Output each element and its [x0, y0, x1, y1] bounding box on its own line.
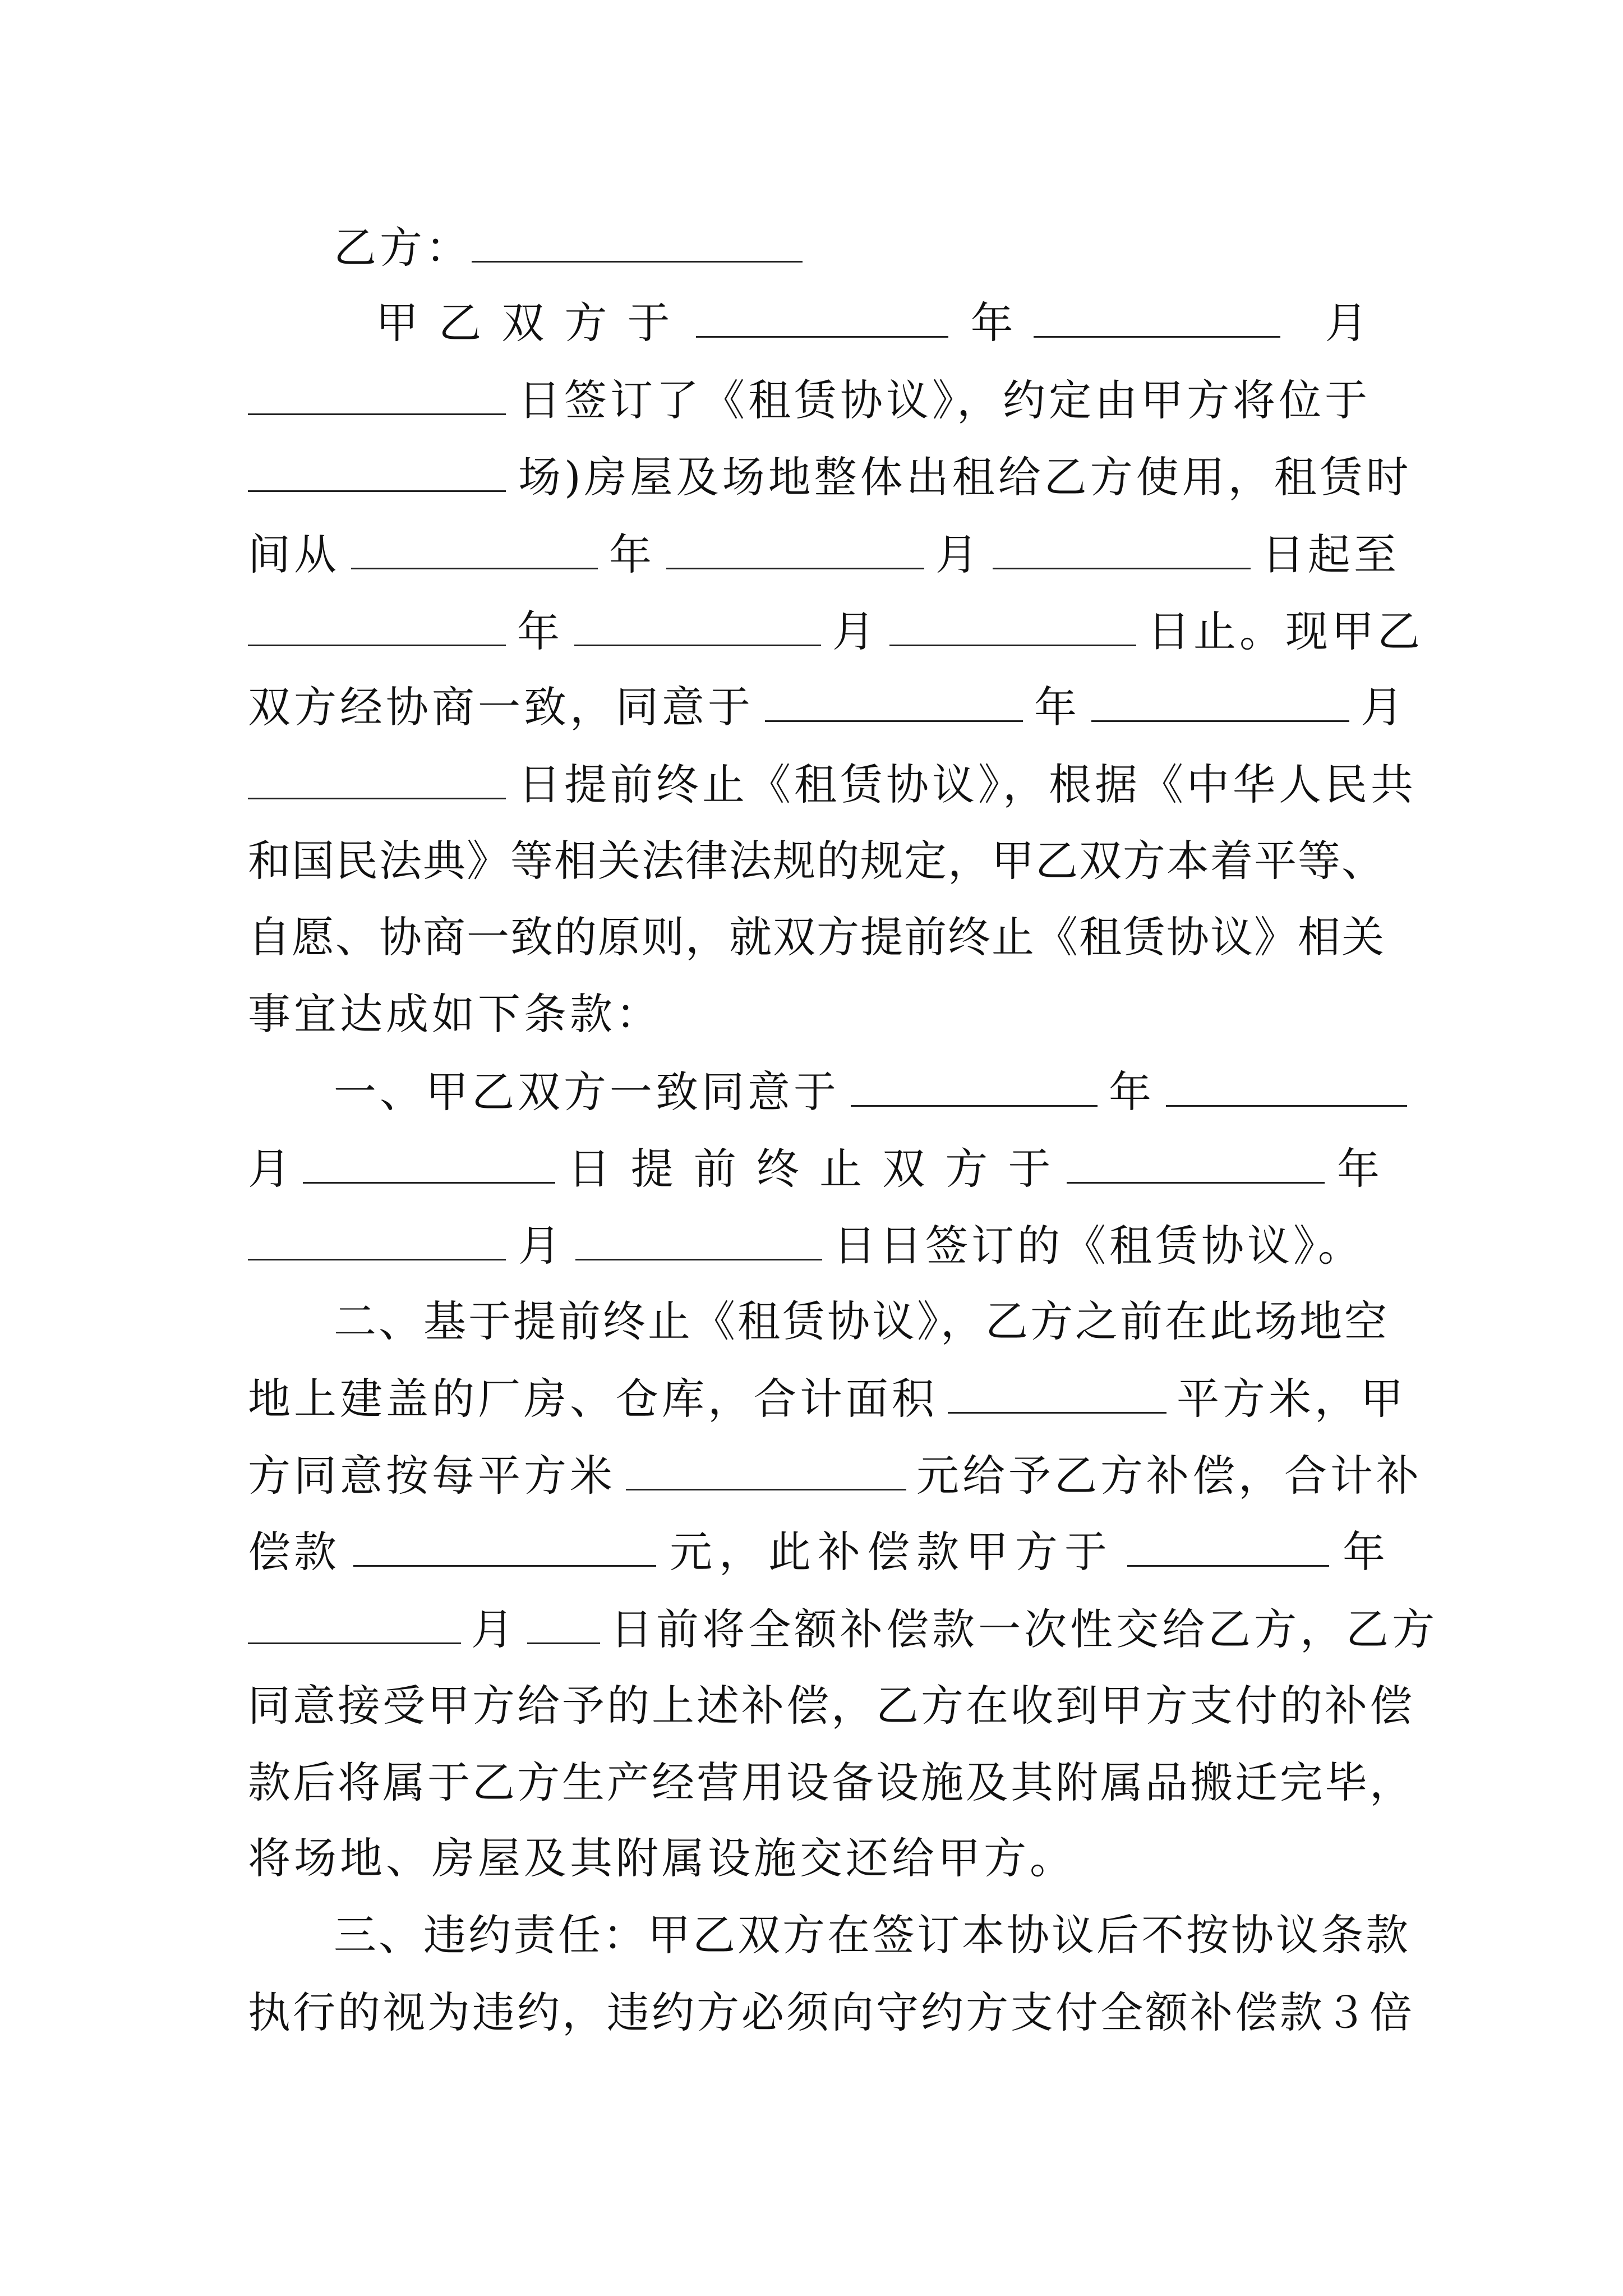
- year-blank[interactable]: [696, 301, 948, 338]
- clause-1-line-2: [248, 1144, 1380, 1194]
- text-segment: 月: [518, 1221, 564, 1271]
- text-segment: 年: [1109, 1067, 1155, 1117]
- text-segment: 年: [970, 298, 1017, 348]
- text-segment: 执行的视为违约，违约方必须向守约方支付全额补偿款３倍: [248, 1987, 1414, 2037]
- clause-2-line-8: [248, 1833, 1076, 1883]
- text-segment: 月: [935, 530, 981, 579]
- clause-2-line-7: [248, 1757, 1414, 1807]
- clause-2-line-1: [334, 1296, 1389, 1346]
- clause1-signed-month-blank[interactable]: [248, 1224, 506, 1260]
- clause-2-line-6: [248, 1681, 1414, 1731]
- text-segment: 款后将属于乙方生产经营用设备设施及其附属品搬迁完毕，: [248, 1757, 1414, 1807]
- text-segment: 场)房屋及场地整体出租给乙方使用，租赁时: [518, 452, 1412, 502]
- paragraph-1-line-10: [248, 989, 662, 1039]
- paragraph-1-line-9: [248, 912, 1385, 962]
- text-segment: 年: [1034, 682, 1080, 732]
- text-segment: 年: [1343, 1527, 1389, 1577]
- paragraph-1-line-4: [248, 530, 1400, 579]
- text-segment: 年: [609, 530, 655, 579]
- party-b-blank[interactable]: [472, 226, 803, 263]
- text-segment: 双方经协商一致，同意于: [248, 682, 754, 732]
- day-blank[interactable]: [248, 379, 506, 415]
- text-segment: 日提前终止《租赁协议》，根据《中华人民共: [518, 760, 1417, 809]
- text-segment: 月: [248, 1144, 291, 1194]
- text-segment: 月: [471, 1604, 517, 1654]
- text-segment: 年: [517, 606, 563, 656]
- text-segment: 年: [1336, 1144, 1380, 1194]
- text-segment: 地上建盖的厂房、仓库，合计面积: [248, 1374, 938, 1424]
- paragraph-1-line-5: [248, 606, 1423, 656]
- clause1-signed-day-blank[interactable]: [575, 1224, 822, 1260]
- text-segment: 和国民法典》等相关法律法规的规定，甲乙双方本着平等、: [248, 836, 1385, 886]
- text-segment: 月: [832, 606, 878, 656]
- text-segment: 同意接受甲方给予的上述补偿，乙方在收到甲方支付的补偿: [248, 1681, 1414, 1731]
- clause1-signed-year-blank[interactable]: [1067, 1147, 1325, 1184]
- payment-month-blank[interactable]: [248, 1608, 461, 1644]
- text-segment: 日起至: [1262, 530, 1400, 579]
- text-segment: 偿款: [248, 1527, 340, 1577]
- paragraph-1-line-6: [248, 682, 1407, 732]
- clause1-year-blank[interactable]: [851, 1070, 1098, 1107]
- text-segment: 事宜达成如下条款：: [248, 989, 662, 1039]
- price-per-sqm-blank[interactable]: [626, 1454, 906, 1490]
- paragraph-1-line-7: [248, 760, 1417, 809]
- text-segment: 平方米，甲: [1177, 1374, 1407, 1424]
- text-segment: 元，此补偿款甲方于: [670, 1527, 1114, 1577]
- text-segment: 日止。现甲乙: [1147, 606, 1423, 656]
- text-segment: 日 提 前 终 止 双 方 于: [568, 1144, 1054, 1194]
- clause1-month-blank[interactable]: [1166, 1070, 1407, 1107]
- end-month-blank[interactable]: [574, 610, 821, 646]
- text-segment: 日日签订的《租赁协议》。: [833, 1221, 1364, 1271]
- clause-1-line-3: [248, 1221, 1364, 1271]
- clause1-day-blank[interactable]: [303, 1147, 555, 1184]
- text-segment: 自愿、协商一致的原则，就双方提前终止《租赁协议》相关: [248, 912, 1385, 962]
- month-blank[interactable]: [1034, 301, 1280, 338]
- start-month-blank[interactable]: [666, 533, 924, 569]
- terminate-year-blank[interactable]: [765, 685, 1023, 722]
- text-segment: 一、甲乙双方一致同意于: [334, 1067, 840, 1117]
- clause-2-line-5: [248, 1604, 1438, 1654]
- end-day-blank[interactable]: [889, 610, 1136, 646]
- text-segment: 三、违约责任：甲乙双方在签订本协议后不按协议条款: [334, 1910, 1410, 1960]
- location-blank[interactable]: [248, 455, 506, 492]
- end-year-blank[interactable]: [248, 610, 506, 646]
- text-segment: 方同意按每平方米: [248, 1451, 616, 1501]
- clause-3-line-1: [334, 1910, 1410, 1960]
- start-year-blank[interactable]: [351, 533, 598, 569]
- start-day-blank[interactable]: [993, 533, 1251, 569]
- clause-2-line-4: [248, 1527, 1389, 1577]
- payment-day-blank[interactable]: [527, 1608, 600, 1644]
- text-segment: 日前将全额补偿款一次性交给乙方，乙方: [610, 1604, 1438, 1654]
- paragraph-1-line-2: [248, 375, 1371, 425]
- text-segment: 月: [1325, 298, 1371, 348]
- text-segment: 间从: [248, 530, 340, 579]
- text-segment: 二、基于提前终止《租赁协议》，乙方之前在此场地空: [334, 1296, 1389, 1346]
- terminate-month-blank[interactable]: [1091, 685, 1349, 722]
- clause-2-line-2: [248, 1374, 1407, 1424]
- text-segment: 甲 乙 双 方 于: [376, 298, 674, 348]
- party-b-line: [334, 223, 803, 273]
- area-blank[interactable]: [948, 1377, 1166, 1414]
- clause-2-line-3: [248, 1451, 1422, 1501]
- text-segment: 将场地、房屋及其附属设施交还给甲方。: [248, 1833, 1076, 1883]
- paragraph-1-line-8: [248, 836, 1385, 886]
- clause-3-line-2: [248, 1987, 1414, 2037]
- clause-1-line-1: [334, 1067, 1407, 1117]
- payment-year-blank[interactable]: [1127, 1530, 1329, 1567]
- terminate-day-blank[interactable]: [248, 763, 506, 799]
- paragraph-1-line-1: [376, 298, 1371, 348]
- party-b-label: 乙方：: [334, 223, 472, 273]
- total-compensation-blank[interactable]: [353, 1530, 656, 1567]
- text-segment: 日签订了《租赁协议》，约定由甲方将位于: [518, 375, 1371, 425]
- text-segment: 月: [1361, 682, 1407, 732]
- text-segment: 元给予乙方补偿，合计补: [916, 1451, 1422, 1501]
- paragraph-1-line-3: [248, 452, 1412, 502]
